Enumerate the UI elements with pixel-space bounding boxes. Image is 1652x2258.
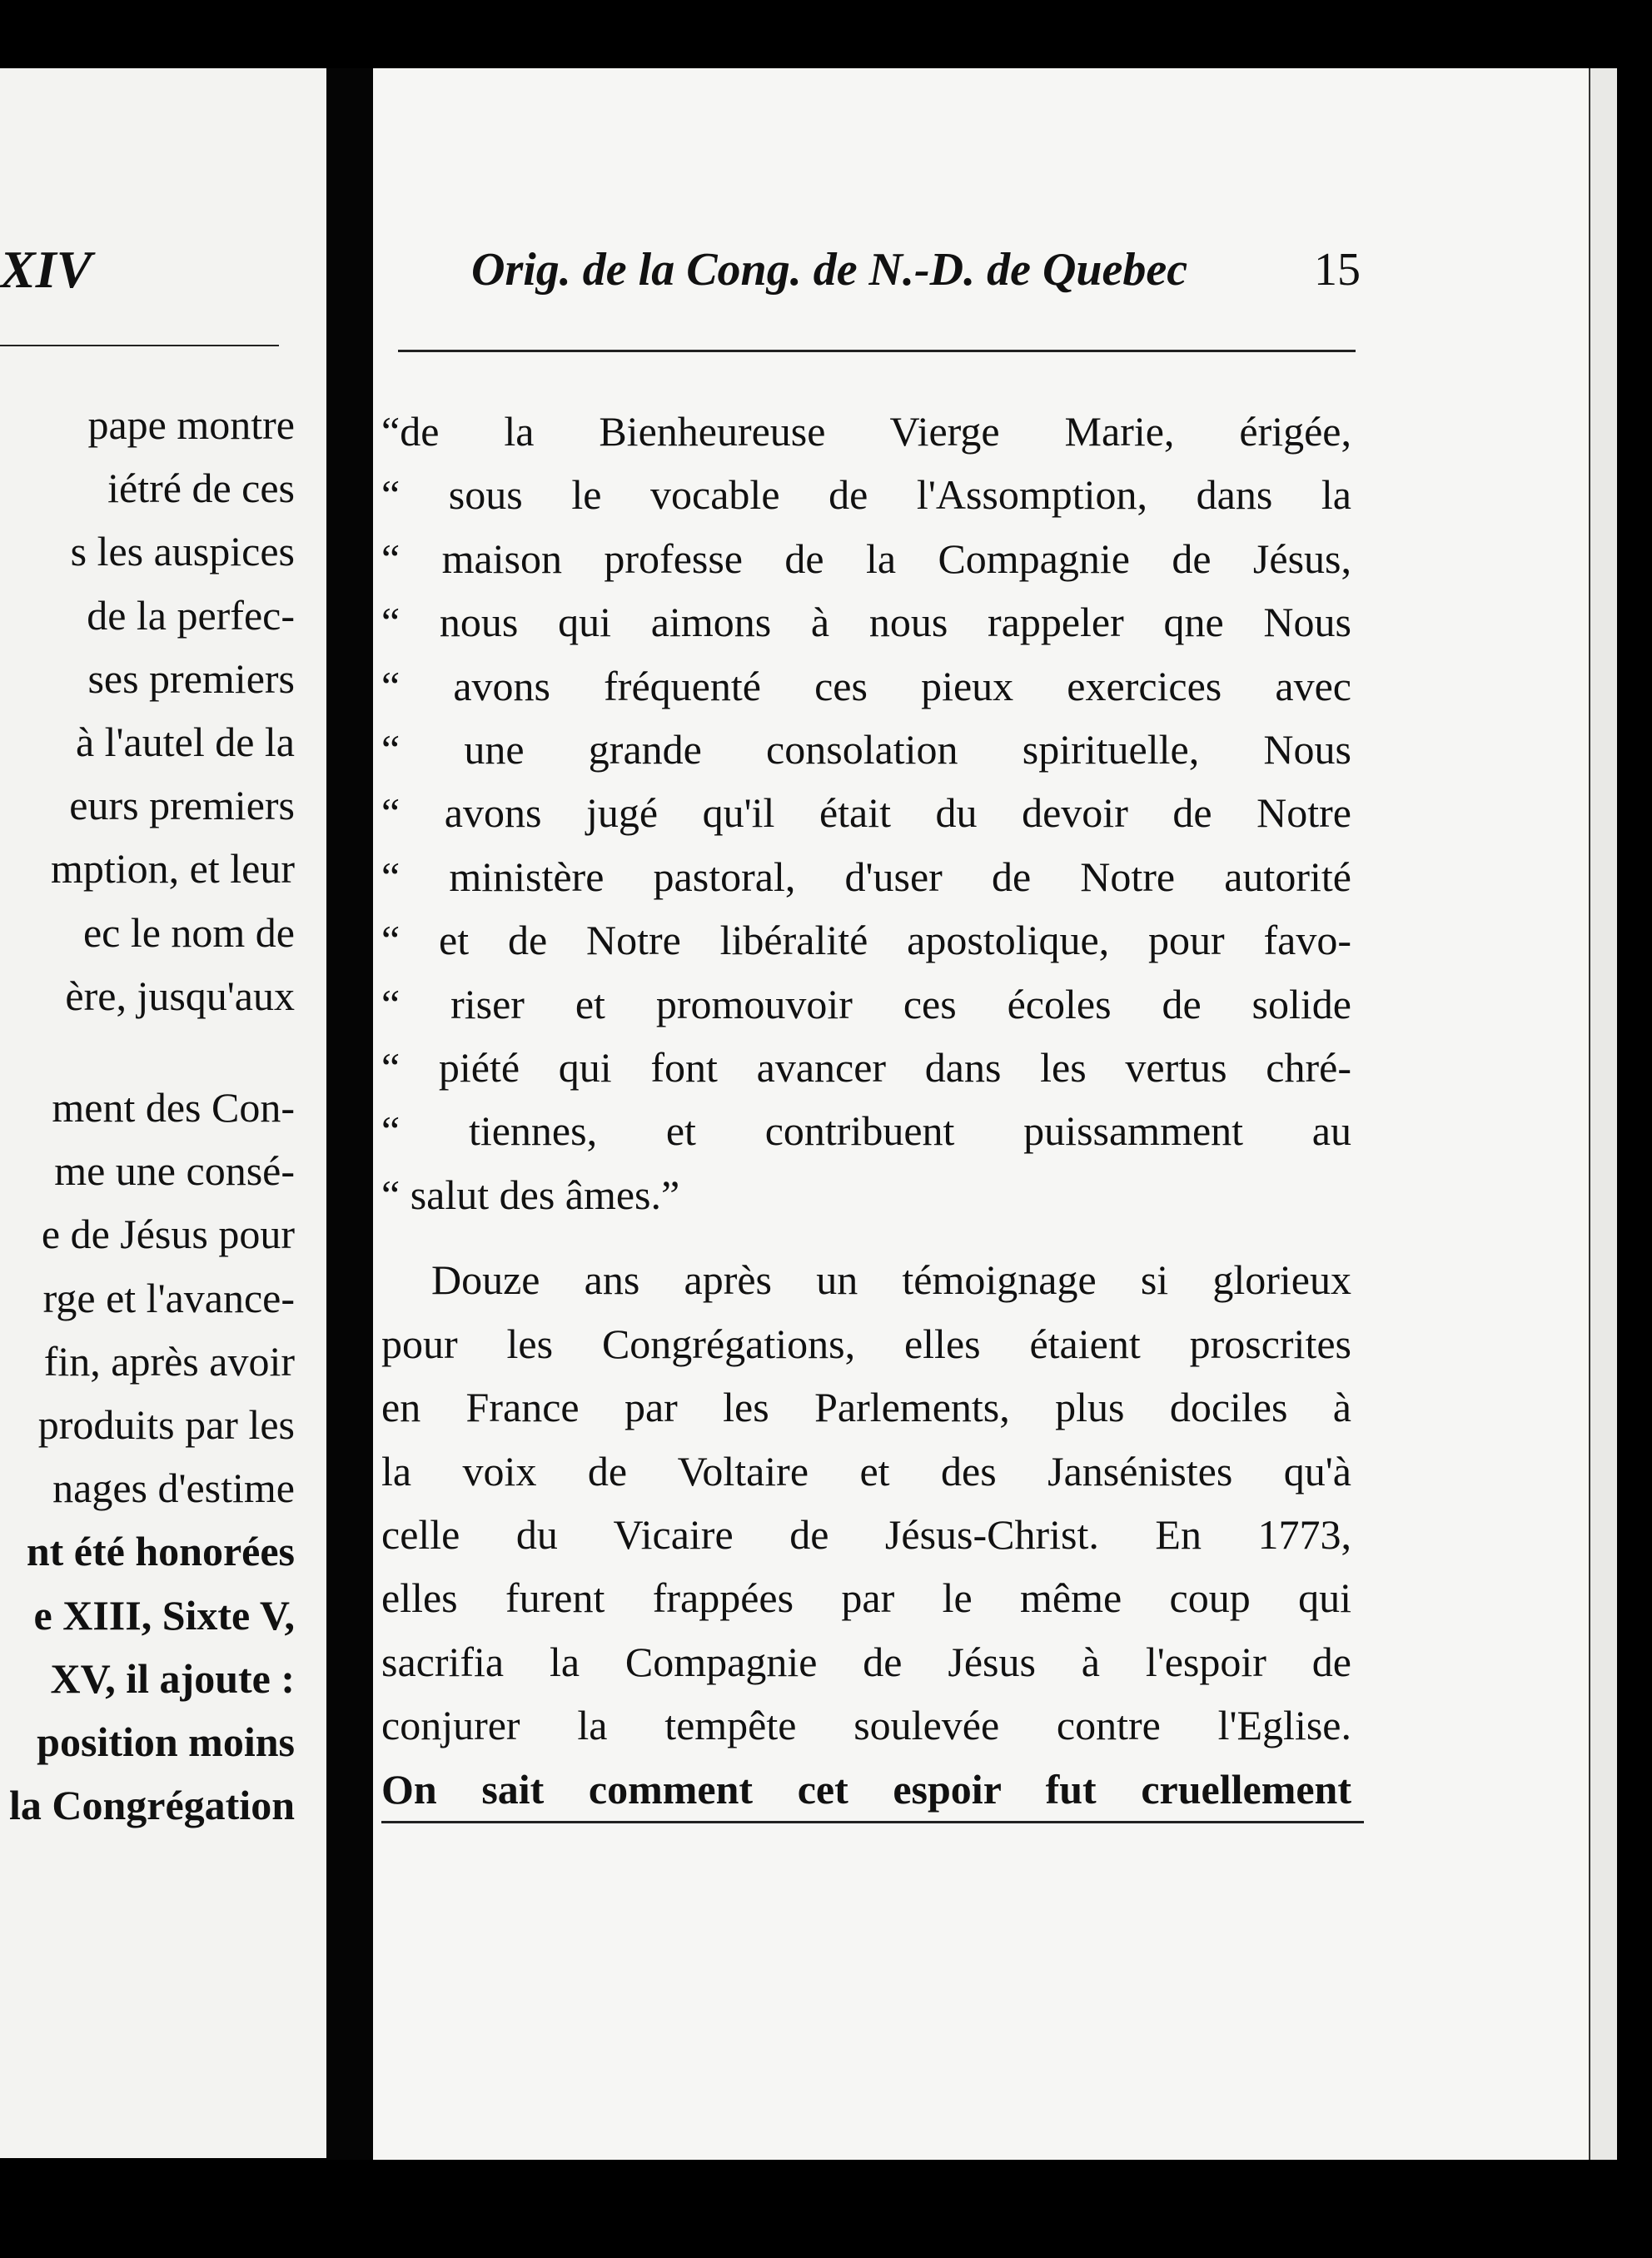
left-line: mption, et leur (51, 845, 295, 893)
text-line: “ avons jugé qu'il était du devoir de Notre (381, 789, 1351, 837)
text-line: “ sous le vocable de l'Assomption, dans la (381, 471, 1351, 519)
body-text (381, 400, 1351, 1821)
scan-cut-rule (381, 1821, 1364, 1823)
left-line: me une consé- (54, 1147, 295, 1195)
left-line: position moins (37, 1718, 295, 1766)
left-line: iétré de ces (107, 465, 295, 512)
text-line: en France par les Parlements, plus dociles à (381, 1384, 1351, 1431)
text-line: “ riser et promouvoir ces écoles de solide (381, 980, 1351, 1027)
left-paragraph-gap (0, 1027, 295, 1076)
text-line-cut: On sait comment cet espoir fut cruellement (381, 1765, 1351, 1813)
page-number: 15 (1314, 244, 1361, 296)
left-line: de la perfec- (87, 591, 295, 639)
left-line: e XIII, Sixte V, (33, 1591, 295, 1639)
text-line: “ ministère pastoral, d'user de Notre autorité (381, 853, 1351, 900)
text-line: sacrifia la Compagnie de Jésus à l'espoir de (381, 1638, 1351, 1685)
left-line: ec le nom de (82, 908, 295, 956)
left-line: ses premiers (87, 654, 295, 702)
left-line: fin, après avoir (43, 1337, 295, 1385)
left-line: e de Jésus pour (41, 1211, 295, 1258)
text-line: pour les Congrégations, elles étaient proscrites (381, 1320, 1351, 1367)
running-title: Orig. de la Cong. de N.-D. de Quebec (471, 244, 1188, 296)
left-line: eurs premiers (69, 782, 295, 829)
left-line: nages d'estime (52, 1465, 295, 1512)
head-rule (398, 350, 1356, 352)
text-line: “ maison professe de la Compagnie de Jésus, (381, 535, 1351, 582)
text-line: “ avons fréquenté ces pieux exercices avec (381, 662, 1351, 709)
left-line: produits par les (37, 1401, 295, 1449)
left-line: pape montre (87, 401, 295, 448)
paragraph-quote (381, 400, 1351, 1226)
page-edge (1589, 68, 1617, 2160)
text-line: “ et de Notre libéralité apostolique, pour favo- (381, 917, 1351, 964)
left-head-rule (0, 345, 279, 346)
left-line: nt été honorées (26, 1528, 295, 1575)
text-line: “ piété qui font avancer dans les vertus chré- (381, 1044, 1351, 1092)
text-line: “de la Bienheureuse Vierge Marie, érigée, (381, 408, 1351, 455)
left-line: ment des Con- (52, 1084, 295, 1131)
running-head (471, 243, 1589, 301)
left-line: la Congrégation (8, 1782, 295, 1829)
text-line: “ une grande consolation spirituelle, Nous (381, 726, 1351, 773)
text-line: “ salut des âmes.” (381, 1171, 680, 1218)
paragraph-main (381, 1248, 1351, 1821)
paragraph-gap (381, 1226, 1351, 1248)
left-line: XV, il ajoute : (50, 1654, 295, 1702)
left-line: rge et l'avance- (42, 1274, 295, 1321)
left-page-fragment (0, 68, 326, 2158)
text-line: conjurer la tempête soulevée contre l'Eglise. (381, 1702, 1351, 1749)
text-line: “ tiennes, et contribuent puissamment au (381, 1107, 1351, 1155)
text-line: elles furent frappées par le même coup qui (381, 1574, 1351, 1622)
text-line: Douze ans après un témoignage si glorieux (431, 1256, 1351, 1304)
left-running-head: XIV (0, 240, 92, 299)
text-line: “ nous qui aimons à nous rappeler qne Nous (381, 599, 1351, 646)
text-line: la voix de Voltaire et des Jansénistes qu'à (381, 1447, 1351, 1495)
right-page (373, 68, 1589, 2160)
left-line: à l'autel de la (75, 719, 295, 766)
left-line: s les auspices (70, 528, 295, 575)
left-text-block (0, 393, 295, 1837)
left-line: ère, jusqu'aux (65, 972, 295, 1019)
page-gutter (326, 68, 373, 2160)
text-line: celle du Vicaire de Jésus-Christ. En 1773, (381, 1510, 1351, 1558)
